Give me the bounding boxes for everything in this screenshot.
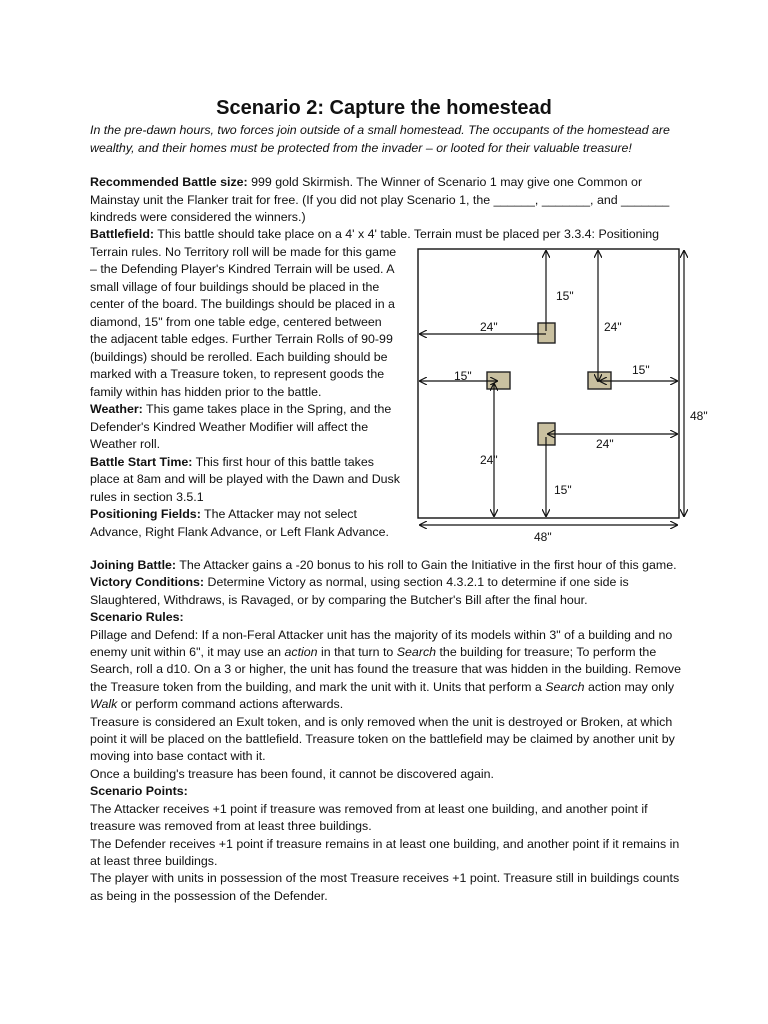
label-left-24: 24" [480,320,498,334]
treasure-paragraph: Treasure is considered an Exult token, and is only removed when the unit is destroyed or Broken, at which point it will be placed on the battlefield. Treasure token on the battlefield may be claimed by another unit by moving into base contact with it. [90,714,675,764]
attacker-points-paragraph: The Attacker receives +1 point if treasure was removed from at least one building, and another point if treasure was removed from at least three buildings. [90,801,648,834]
pillage-text-a: Pillage and Defend: If a non-Feral Attacker unit has the majority of its models within 3" of a building and no enemy unit within 6", it may use an [90,627,673,660]
label-right-15: 15" [632,363,650,377]
pillage-text-c: the building for treasure; To perform the Search, roll a d10. On a 3 or higher, the unit has found the treasure that was hidden in the building. Remove the Treasure token from the building, and mark the unit with it. Units that perform a [90,645,681,694]
lower-section [90,557,690,905]
label-bottom-right-24: 24" [596,437,614,451]
found-paragraph: Once a building's treasure has been found, it cannot be discovered again. [90,766,494,781]
label-right-24: 24" [604,320,622,334]
joining-paragraph [90,557,690,574]
positioning-paragraph [90,506,400,541]
points-heading [90,783,690,800]
table-outline [418,249,679,518]
defender-points-paragraph: The Defender receives +1 point if treasure remains in at least one building, and another point if it remains in at least three buildings. [90,836,680,868]
battlefield-first-text: This battle should take place on a 4' x 4' table. Terrain must be placed per 3.3.4: Positioning [154,227,660,241]
pillage-paragraph [90,627,690,714]
rules-heading [90,609,690,626]
recommended-text: 999 gold Skirmish. The Winner of Scenario 1 may give one Common or Mainstay unit the Flanker trait for free. (If you did not play Scenario 1, the ______, _______, and _______ kindreds were considered the winners.) [90,175,670,224]
start-time-paragraph [90,454,400,507]
label-left-15: 15" [454,369,472,383]
victory-paragraph [90,574,690,609]
battlefield-diagram [410,240,710,545]
weather-text: This game takes place in the Spring, and the Defender's Kindred Weather Modifier will affect the Weather roll. [90,402,392,451]
weather-label: Weather: [90,402,143,416]
pillage-text-d: action may only [584,679,675,694]
positioning-label: Positioning Fields: [90,507,201,521]
pillage-text-b: in that turn to [317,645,397,660]
pillage-search-term: Search [396,645,437,660]
battlefield-continued: Terrain rules. No Territory roll will be made for this game – the Defending Player's Kindred Terrain will be used. A small village of four buildings should be placed in the center of the board. The buildings should be placed in a diamond, 15" from one table edge, centered between the adjacent table edges. Further Terrain Rolls of 90-99 (buildings) should be rerolled. Each building should be marked with a Treasure token, to represent goods the family within has hidden prior to the battle. [90,244,397,399]
pillage-walk-term: Walk [90,697,118,712]
pillage-text-e: or perform command actions afterwards. [117,697,344,712]
label-bottom-left-24: 24" [480,453,498,467]
start-time-text: This first hour of this battle takes place at 8am and will be played with the Dawn and Dusk rules in section 3.5.1 [90,454,400,504]
joining-label: Joining Battle: [90,558,177,572]
label-width-48: 48" [534,530,552,544]
intro-paragraph: In the pre-dawn hours, two forces join outside of a small homestead. The occupants of the homestead are wealthy, and their homes must be protected from the invader – or looted for their valuable treasure! [90,123,670,155]
recommended-label: Recommended Battle size: [90,175,248,189]
battlefield-label: Battlefield: [90,227,155,241]
victory-text: Determine Victory as normal, using section 4.3.2.1 to determine if one side is Slaughtered, Withdraws, is Ravaged, or by comparing the Butcher's Bill after the final hour. [90,575,629,607]
recommended-paragraph [90,174,690,227]
pillage-search-term-2: Search [545,679,585,694]
player-points-paragraph: The player with units in possession of the most Treasure receives +1 point. Treasure still in buildings counts as being in the possession of the Defender. [90,871,680,903]
pillage-action-term: action [284,645,318,660]
label-top-15: 15" [556,289,574,303]
positioning-text: The Attacker may not select Advance, Right Flank Advance, or Left Flank Advance. [90,507,389,539]
label-bottom-15: 15" [554,483,572,497]
weather-paragraph [90,401,400,454]
victory-label: Victory Conditions: [90,575,205,590]
joining-text: The Attacker gains a -20 bonus to his roll to Gain the Initiative in the first hour of this game. [176,558,677,572]
rules-label: Scenario Rules: [90,610,184,625]
start-time-label: Battle Start Time: [90,454,193,469]
label-height-48: 48" [690,409,708,423]
page-title: Scenario 2: Capture the homestead [216,97,552,119]
recommended-section [90,174,690,227]
points-label: Scenario Points: [90,784,188,799]
